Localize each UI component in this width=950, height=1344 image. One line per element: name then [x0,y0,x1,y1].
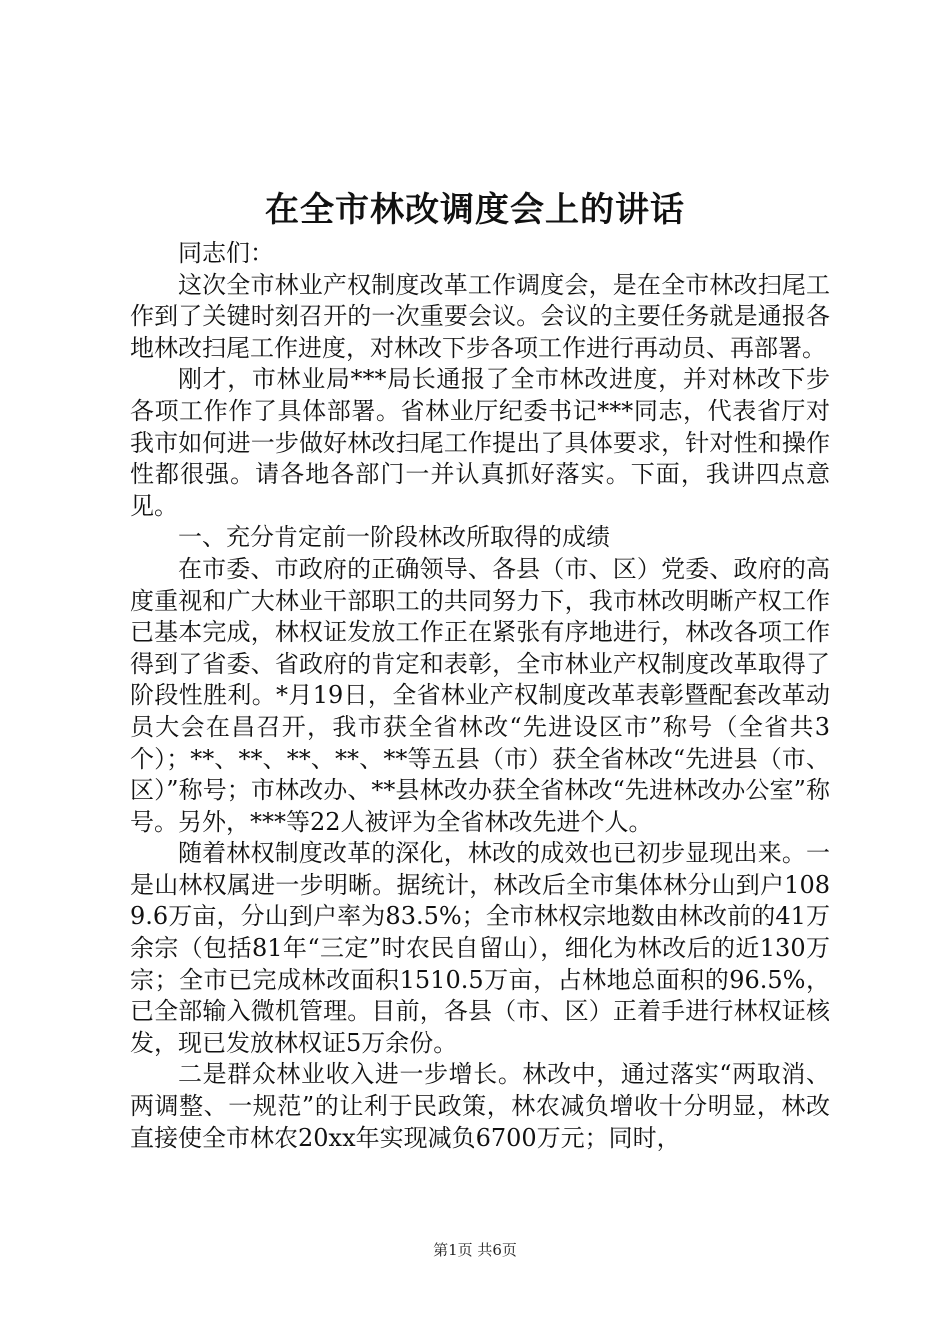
document-body [130,238,830,1154]
salutation-paragraph: 同志们： [178,239,274,267]
section-heading-1: 一、充分肯定前一阶段林改所取得的成绩 [178,523,610,552]
achievements-paragraph: 在市委、市政府的正确领导、各县（市、区）党委、政府的高度重视和广大林业干部职工的共同努力下，我市林改明晰产权工作已基本完成，林权证发放工作正在紧张有序地进行，林改各项工作得到了省委、省政府的肯定和表彰，全市林业产权制度改革取得了阶段性胜利。*月19日，全省林业产权制度改革表彰暨配套改革动员大会在昌召开，我市获全省林改“先进设区市”称号（全省共3个）；**、**、**、**、**等五县（市）获全省林改“先进县（市、区）”称号；市林改办、**县林改办获全省林改“先进林改办公室”称号。另外，***等22人被评为全省林改先进个人。 [130,554,830,836]
page-footer: 第1页 共6页 [433,1241,517,1259]
intro-paragraph: 这次全市林业产权制度改革工作调度会，是在全市林改扫尾工作到了关键时刻召开的一次重要会议。会议的主要任务就是通报各地林改扫尾工作进度，对林改下步各项工作进行再动员、再部署。 [130,270,830,362]
document-title: 在全市林改调度会上的讲话 [265,190,685,230]
context-paragraph: 刚才，市林业局***局长通报了全市林改进度，并对林改下步各项工作作了具体部署。省林业厅纪委书记***同志，代表省厅对我市如何进一步做好林改扫尾工作提出了具体要求，针对性和操作性都很强。请各地各部门一并认真抓好落实。下面，我讲四点意见。 [130,365,830,520]
results-paragraph: 随着林权制度改革的深化，林改的成效也已初步显现出来。一是山林权属进一步明晰。据统计，林改后全市集体林分山到户1089.6万亩，分山到户率为83.5%；全市林权宗地数由林改前的41万余宗（包括81年“三定”时农民自留山），细化为林改后的近130万宗；全市已完成林改面积1510.5万亩，占林地总面积的96.5%，已全部输入微机管理。目前，各县（市、区）正着手进行林权证核发，现已发放林权证5万余份。 [130,839,830,1057]
income-paragraph: 二是群众林业收入进一步增长。林改中，通过落实“两取消、两调整、一规范”的让利于民政策，林农减负增收十分明显，林改直接使全市林农20xx年实现减负6700万元；同时， [130,1060,830,1152]
